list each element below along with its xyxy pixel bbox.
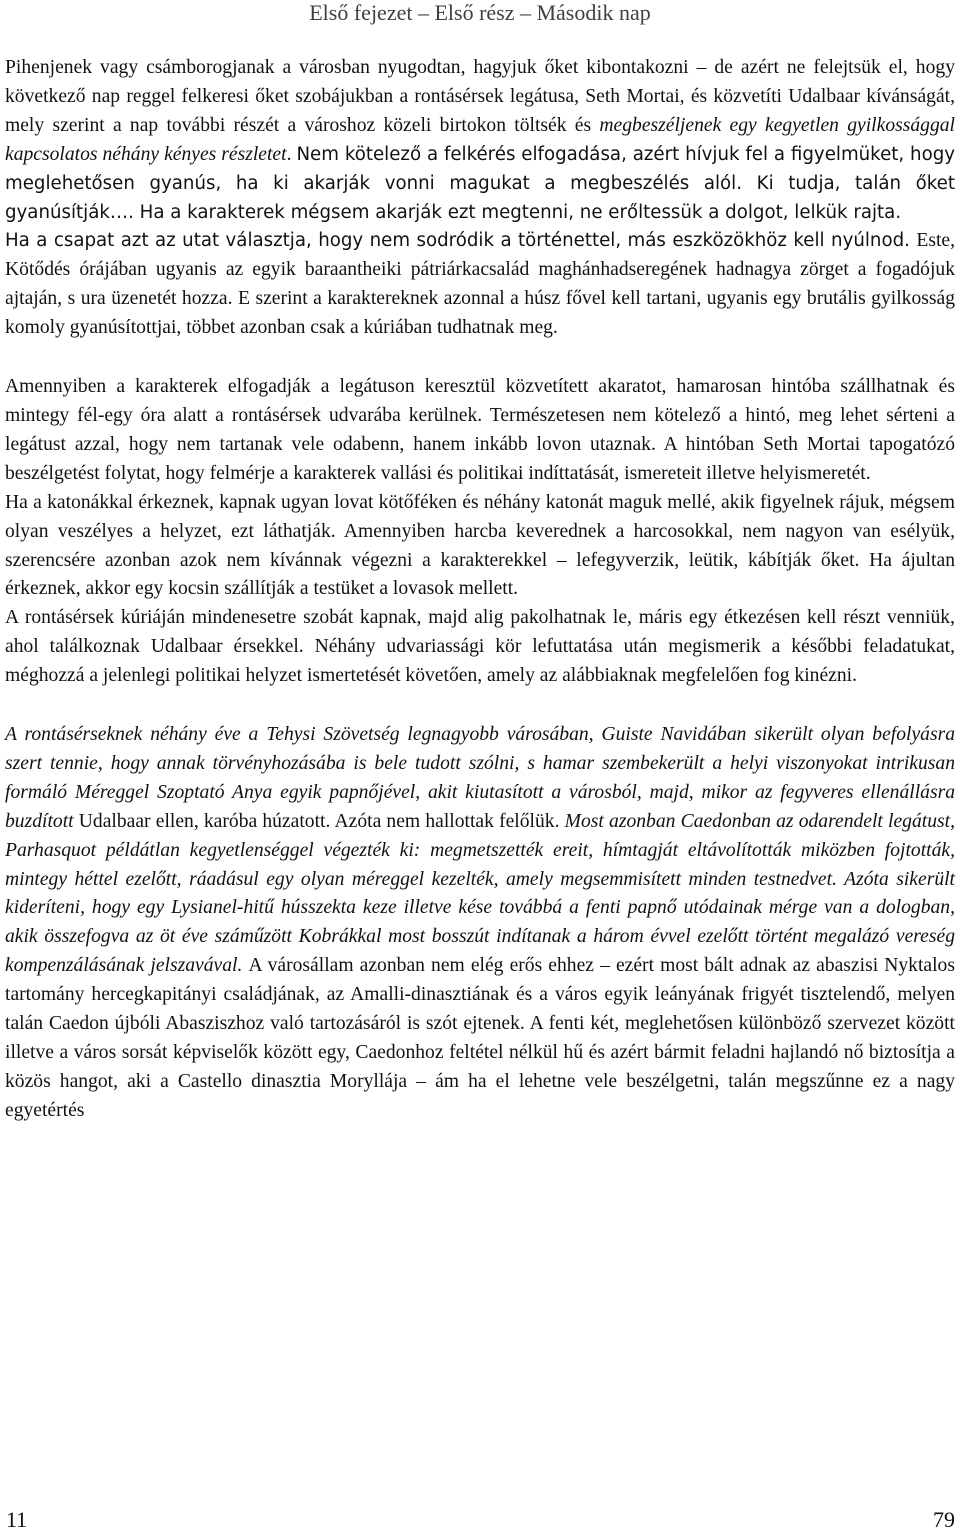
page-body [5, 54, 955, 1126]
paragraph: A rontásérsek kúriáján mindenesetre szobát kapnak, majd alig pakolhatnak le, máris egy étkezésen kell részt venniük, ahol találkoznak Udalbaar érsekkel. Néhány udvariassági kör lefuttatása után megismerik a későbbi feladatukat, méghozzá a jelenlegi politikai helyzet ismertetését követően, amely az alábbiaknak megfelelően fog kinézni. [5, 607, 955, 687]
spacer [5, 691, 955, 721]
paragraph: Ha a katonákkal érkeznek, kapnak ugyan lovat kötőféken és néhány katonát maguk mellé, akik figyelnek rájuk, mégsem olyan veszélyes a helyzet, ezt láthatják. Amennyiben harcba keverednek a harcosokkal, nem nagyon van esélyük, szerencsére azonban azok nem kívánnak végezni a karakterekkel – lefegyverzik, leütik, kábítják őket. Ha ájultan érkeznek, akkor egy kocsin szállítják a testüket a lovasok mellett. [5, 491, 955, 600]
sans-text: Nem kötelező a felkérés elfogadása, azért hívjuk fel a figyelmüket, hogy meglehetősen gyanús, ha ki akarják vonni magukat a megbeszélés alól. Ki tudja, talán őket gyanúsítják…. Ha a karakterek mégsem akarják ezt megtenni, ne erőltessük a dolgot, lelkük rajta. [5, 143, 956, 223]
page-number-left: 11 [6, 1507, 28, 1532]
spacer [5, 343, 955, 373]
page-footer [0, 1503, 960, 1537]
paragraph: Amennyiben a karakterek elfogadják a legátuson keresztül közvetített akaratot, hamarosan hintóba szállhatnak és mintegy fél-egy óra alatt a rontásérsek udvarába kerülnek. Természetesen nem kötelező a hintó, meg lehet sérteni a legátust azzal, hogy nem tartanak vele odabenn, hanem inkább lovon utaznak. A hintóban Seth Mortai tapogatózó beszélgetést folytat, hogy felmérje a karakterek vallási és politikai indíttatását, ismereteit illetve helyismeretét. [5, 376, 955, 484]
page-number-right: 79 [933, 1507, 955, 1532]
page-header [0, 0, 960, 26]
sans-text: Ha a csapat azt az utat választja, hogy nem sodródik a történettel, más eszközökhöz kell nyúlnod. [5, 230, 917, 252]
upright-text: A városállam azonban nem elég erős ehhez – ezért most bált adnak az abaszisi Nyktalos tartomány hercegkapitányi családjának, az Amalli-dinasztiának és a város egyik leányának frigyét tisztelendő, melyen talán Caedon újbóli Abasziszhoz való tartozásáról is szót ejtenek. A fenti két, meglehetősen különböző szervezet között illetve a város sorsát képviselők között egy, Caedonhoz feltétel nélkül hű és azért bármit feladni hajlandó nő biztosítja a közös hangot, aki a Castello dinasztia Moryllája – ám ha el lehetne vele beszélgetni, talán megszűnne ez a nagy egyetértés [5, 955, 955, 1121]
italic-paragraph: A rontásérseknek néhány éve a Tehysi Szövetség legnagyobb városában, Guiste Navidában sikerült olyan befolyásra szert tennie, hogy annak törvényhozásába is bele tudott szólni, s hamar szembekerült a helyi viszonyokat intrikusan formáló Méreggel Szoptató Anya egyik papnőjével, akit kiutasított a városból, majd, mikor az fegyveres ellenállásra buzdított Udalbaar ellen, karóba húzatott. Azóta nem hallottak felőlük. Most azonban Caedonban az odarendelt legátust, Parhasquot példátlan kegyetlenséggel végezték ki: megmetszették ereit, hímtagját eltávolították miközben fojtották, mintegy héttel ezelőtt, ráadásul egy olyan méreggel kezelték, amely megsemmisített minden testnedvet. Azóta sikerült kideríteni, hogy egy Lysianel-hitű hússzekta keze illetve kése továbbá a fenti papnő utódainak mérge van a dologban, akik összefogva az öt éve száműzött Kobrákkal most bosszút indítanak a három évvel ezelőtt történt megalázó vereség kompenzálásának jelszavával. A városállam azonban nem elég erős ehhez – ezért most bált adnak az abaszisi Nyktalos tartomány hercegkapitányi családjának, az Amalli-dinasztiának és a város egyik leányának frigyét tisztelendő, melyen talán Caedon újbóli Abasziszhoz való tartozásáról is szót ejtenek. A fenti két, meglehetősen különböző szervezet között illetve a város sorsát képviselők között egy, Caedonhoz feltétel nélkül hű és azért bármit feladni hajlandó nő biztosítja a közös hangot, aki a Castello dinasztia Moryllája – ám ha el lehetne vele beszélgetni, talán megszűnne ez a nagy egyetértés [5, 724, 955, 1121]
upright-text: Udalbaar ellen, karóba húzatott. Azóta nem hallottak felőlük. [78, 810, 560, 832]
italic-text: megbeszéljenek egy kegyetlen gyilkossággal kapcsolatos néhány kényes részletet [5, 114, 955, 165]
paragraph: Pihenjenek vagy csámborogjanak a városban nyugodtan, hagyjuk őket kibontakozni – de azért ne felejtsük el, hogy következő nap reggel felkeresi őket szobájukban a rontásérsek legátusa, Seth Mortai, és közvetíti Udalbaar kívánságát, mely szerint a nap további részét a városhoz közeli birtokon töltsék és megbeszéljenek egy kegyetlen gyilkossággal kapcsolatos néhány kényes részletet. Nem kötelező a felkérés elfogadása, azért hívjuk fel a figyelmüket, hogy meglehetősen gyanús, ha ki akarják vonni magukat a megbeszélés alól. Ki tudja, talán őket gyanúsítják…. Ha a karakterek mégsem akarják ezt megtenni, ne erőltessük a dolgot, lelkük rajta. [5, 57, 956, 223]
running-title: Első fejezet – Első rész – Második nap [309, 0, 651, 25]
paragraph: Ha a csapat azt az utat választja, hogy nem sodródik a történettel, más eszközökhöz kell nyúlnod. Este, Kötődés órájában ugyanis az egyik baraantheiki pátriárkacsalád maghánhadseregének hadnagya zörget a fogadójuk ajtaján, s ura üzenetét hozza. E szerint a karaktereknek azonnal a húsz fővel kell tartani, ugyanis egy brutális gyilkosság komoly gyanúsítottjai, többet azonban csak a kúriában tudhatnak meg. [5, 230, 955, 339]
